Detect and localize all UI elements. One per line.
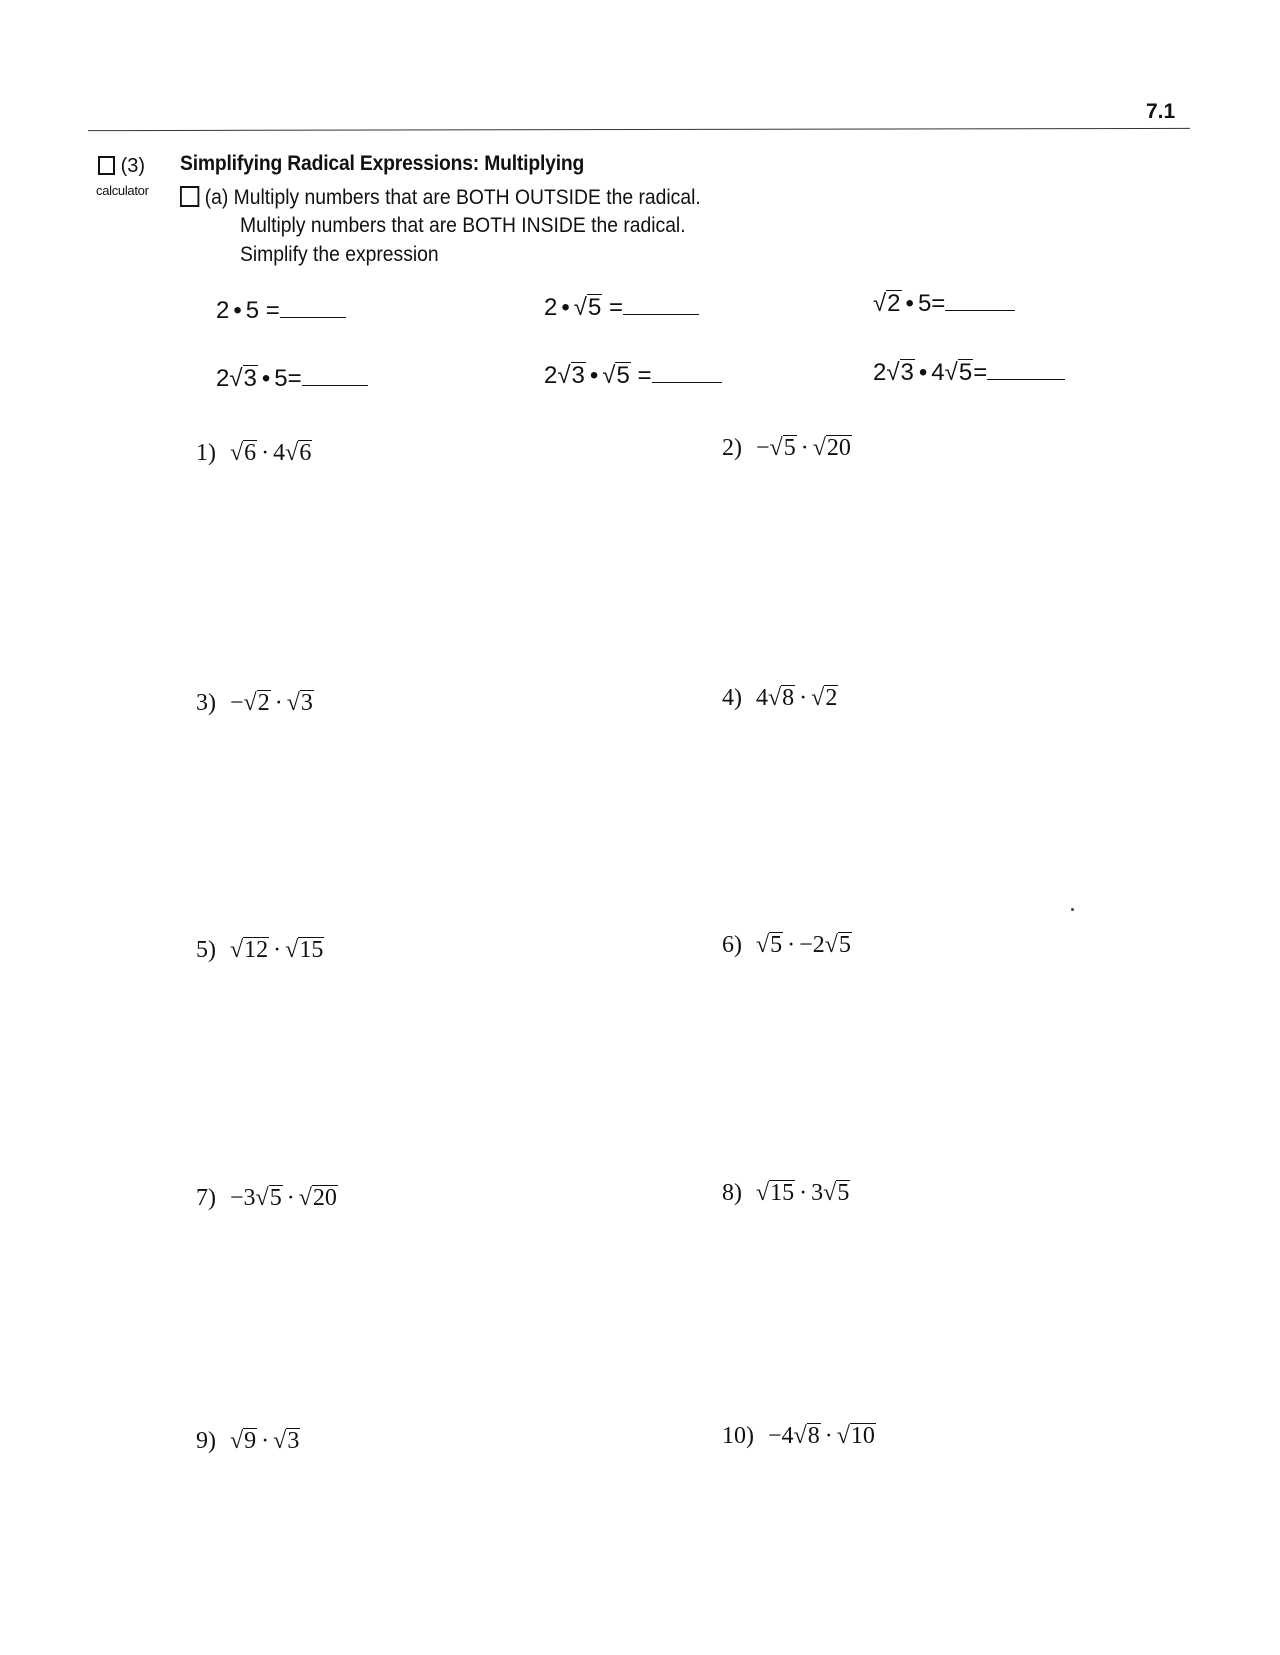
problem-9-radicand-b: 3 — [287, 1428, 300, 1454]
problem-8-radicand-a: 15 — [770, 1180, 795, 1206]
problem-10-radical-b — [837, 1423, 876, 1450]
problem-2-dot: · — [800, 435, 809, 461]
problem-5 — [196, 937, 324, 964]
warmup-4-eq: = — [287, 365, 302, 392]
part-a-checkbox[interactable] — [180, 186, 199, 207]
warmup-6-answer-blank[interactable] — [987, 357, 1065, 380]
warmup-5-radical-b — [602, 362, 631, 390]
problem-5-radicand-a: 12 — [244, 937, 269, 963]
problem-4-dot: · — [799, 685, 808, 711]
problem-1-radicand-b: 6 — [299, 440, 312, 466]
warmup-6-radicand-a: 3 — [900, 359, 914, 386]
section-checkbox[interactable] — [98, 156, 115, 175]
warmup-6-dot: • — [918, 359, 928, 386]
radical-sign: √ — [812, 435, 826, 461]
problem-8-radicand-b: 5 — [837, 1180, 850, 1206]
problem-number: 5) — [196, 937, 216, 963]
warmup-5-coef: 2 — [544, 362, 558, 389]
warmup-4 — [216, 363, 368, 393]
problem-3-radicand-b: 3 — [300, 690, 313, 716]
warmup-5-radicand-b: 5 — [616, 362, 630, 389]
radical-sign: √ — [886, 359, 900, 386]
problem-9-radical-b — [273, 1428, 300, 1455]
problem-8-radical-a — [756, 1180, 795, 1207]
warmup-5-radical-a — [557, 362, 586, 390]
problem-10-radicand-b: 10 — [850, 1423, 875, 1449]
warmup-4-answer-blank[interactable] — [302, 363, 368, 386]
problem-6 — [722, 932, 852, 959]
warmup-4-coef: 2 — [216, 365, 230, 392]
problem-2 — [722, 435, 852, 462]
warmup-4-radicand: 3 — [243, 365, 257, 392]
problem-number: 3) — [196, 690, 216, 716]
problem-4-radical-b — [811, 685, 838, 712]
radical-sign: √ — [756, 1180, 770, 1206]
warmup-4-b: 5 — [274, 365, 288, 392]
problem-5-radical-b — [285, 937, 324, 964]
page-number: 7.1 — [1146, 100, 1176, 123]
problem-5-dot: · — [273, 937, 282, 963]
radical-sign: √ — [811, 685, 825, 711]
radical-sign: √ — [768, 685, 782, 711]
problem-5-radicand-b: 15 — [299, 937, 324, 963]
problem-8-radical-b — [823, 1180, 850, 1207]
problem-4-radicand-a: 8 — [782, 685, 795, 711]
warmup-4-radical — [229, 365, 258, 393]
problem-2-radicand-b: 20 — [826, 435, 851, 461]
problem-10-radical-a — [794, 1423, 821, 1450]
problem-3 — [196, 690, 314, 717]
radical-sign: √ — [285, 440, 299, 466]
problem-9-radicand-a: 9 — [244, 1428, 257, 1454]
section-number-row — [98, 155, 145, 178]
warmup-3-radical — [873, 290, 902, 318]
radical-sign: √ — [298, 1185, 312, 1211]
problem-6-dot: · — [787, 932, 796, 958]
problem-1-dot: · — [261, 440, 270, 466]
warmup-2-answer-blank[interactable] — [623, 292, 699, 315]
warmup-2-radicand: 5 — [587, 294, 602, 321]
problem-10-dot: · — [824, 1423, 833, 1449]
problem-6-radicand-a: 5 — [770, 932, 783, 958]
problem-7-radicand-a: 5 — [269, 1185, 282, 1211]
warmup-2-dot: • — [561, 294, 570, 321]
radical-sign: √ — [824, 932, 838, 958]
warmup-3-eq: = — [931, 290, 946, 317]
problem-10-radicand-a: 8 — [807, 1423, 820, 1449]
problem-1-radicand-a: 6 — [244, 440, 257, 466]
warmup-1-b: 5 — [245, 297, 260, 324]
problem-5-radical-a — [230, 937, 269, 964]
radical-sign: √ — [557, 362, 571, 389]
problem-4-radical-a — [768, 685, 795, 712]
radical-sign: √ — [836, 1423, 850, 1449]
problem-6-coef-b: −2 — [799, 932, 825, 958]
part-a-row — [180, 186, 701, 210]
radical-sign: √ — [769, 435, 783, 461]
warmup-5-dot: • — [589, 362, 599, 389]
problem-number: 4) — [722, 685, 742, 711]
radical-sign: √ — [873, 290, 887, 317]
problem-9-radical-a — [230, 1428, 257, 1455]
problem-number: 7) — [196, 1185, 216, 1211]
problem-6-radical-b — [825, 932, 852, 959]
warmup-3-radicand: 2 — [887, 290, 901, 317]
header-rule — [88, 128, 1190, 131]
radical-sign: √ — [823, 1180, 837, 1206]
radical-sign: √ — [286, 690, 300, 716]
problem-number: 8) — [722, 1180, 742, 1206]
part-a-instruction-2: Multiply numbers that are BOTH INSIDE the radical. — [240, 214, 686, 237]
problem-7-radical-a — [256, 1185, 283, 1212]
problem-7-radicand-b: 20 — [312, 1185, 337, 1211]
warmup-5-radicand-a: 3 — [571, 362, 585, 389]
problem-2-coef-a: − — [756, 435, 770, 461]
problem-1-radical-b — [285, 440, 312, 467]
problem-7 — [196, 1185, 338, 1212]
problem-10-coef-a: −4 — [768, 1423, 794, 1449]
problem-7-coef-a: −3 — [230, 1185, 256, 1211]
problem-4-coef-a: 4 — [756, 685, 768, 711]
warmup-6-radicand-b: 5 — [958, 359, 973, 386]
problem-1 — [196, 440, 312, 467]
warmup-6-eq: = — [973, 359, 988, 386]
problem-number: 9) — [196, 1428, 216, 1454]
part-a-instruction-3: Simplify the expression — [240, 243, 439, 266]
problem-8-coef-b: 3 — [811, 1180, 824, 1206]
problem-8-dot: · — [799, 1180, 808, 1206]
problem-9-dot: · — [261, 1428, 270, 1454]
radical-sign: √ — [229, 365, 243, 392]
warmup-2 — [544, 292, 699, 322]
warmup-1-eq: = — [265, 297, 280, 324]
warmup-1-dot: • — [233, 297, 242, 324]
section-title: Simplifying Radical Expressions: Multiplying — [180, 152, 585, 175]
radical-sign: √ — [230, 1428, 244, 1454]
problem-number: 1) — [196, 440, 216, 466]
problem-10 — [722, 1423, 876, 1450]
problem-7-dot: · — [286, 1185, 295, 1211]
warmup-6-coef-a: 2 — [873, 359, 887, 386]
warmup-5 — [544, 360, 722, 390]
warmup-6-coef-b: 4 — [931, 359, 945, 386]
problem-6-radicand-b: 5 — [838, 932, 851, 958]
warmup-2-a: 2 — [544, 294, 558, 321]
problem-number: 6) — [722, 932, 742, 958]
problem-2-radical-b — [813, 435, 852, 462]
warmup-1-answer-blank[interactable] — [280, 295, 346, 318]
radical-sign: √ — [602, 362, 616, 389]
problem-2-radicand-a: 5 — [783, 435, 796, 461]
radical-sign: √ — [243, 690, 257, 716]
warmup-6 — [873, 357, 1065, 387]
problem-8 — [722, 1180, 850, 1207]
warmup-2-radical — [574, 294, 603, 322]
calculator-label: calculator — [96, 183, 149, 198]
problem-1-radical-a — [230, 440, 257, 467]
radical-sign: √ — [756, 932, 770, 958]
warmup-4-dot: • — [261, 365, 271, 392]
section-number: (3) — [120, 155, 146, 177]
problem-4 — [722, 685, 838, 712]
warmup-1-a: 2 — [216, 297, 230, 324]
radical-sign: √ — [285, 937, 299, 963]
warmup-5-answer-blank[interactable] — [652, 360, 722, 383]
scan-speck — [1071, 908, 1074, 911]
problem-3-radicand-a: 2 — [257, 690, 270, 716]
warmup-6-radical-a — [886, 359, 915, 387]
problem-3-dot: · — [274, 690, 283, 716]
radical-sign: √ — [255, 1185, 269, 1211]
warmup-3-answer-blank[interactable] — [945, 288, 1015, 311]
radical-sign: √ — [573, 294, 587, 321]
warmup-3-dot: • — [905, 290, 914, 317]
radical-sign: √ — [230, 937, 244, 963]
problem-3-radical-b — [287, 690, 314, 717]
problem-2-radical-a — [770, 435, 797, 462]
warmup-3 — [873, 288, 1015, 318]
warmup-3-b: 5 — [917, 290, 932, 317]
warmup-6-radical-b — [945, 359, 974, 387]
warmup-2-eq: = — [608, 294, 623, 321]
problem-3-radical-a — [244, 690, 271, 717]
problem-number: 2) — [722, 435, 742, 461]
problem-3-coef-a: − — [230, 690, 244, 716]
problem-1-coef-b: 4 — [273, 440, 286, 466]
problem-4-radicand-b: 2 — [825, 685, 838, 711]
radical-sign: √ — [273, 1428, 287, 1454]
problem-7-radical-b — [299, 1185, 338, 1212]
radical-sign: √ — [944, 359, 958, 386]
problem-6-radical-a — [756, 932, 783, 959]
radical-sign: √ — [230, 440, 244, 466]
warmup-1 — [216, 295, 346, 325]
part-a-label: (a) Multiply numbers that are BOTH OUTSIDE the radical. — [204, 186, 701, 209]
radical-sign: √ — [793, 1423, 807, 1449]
problem-9 — [196, 1428, 300, 1455]
problem-number: 10) — [722, 1423, 754, 1449]
warmup-5-eq: = — [637, 362, 652, 389]
